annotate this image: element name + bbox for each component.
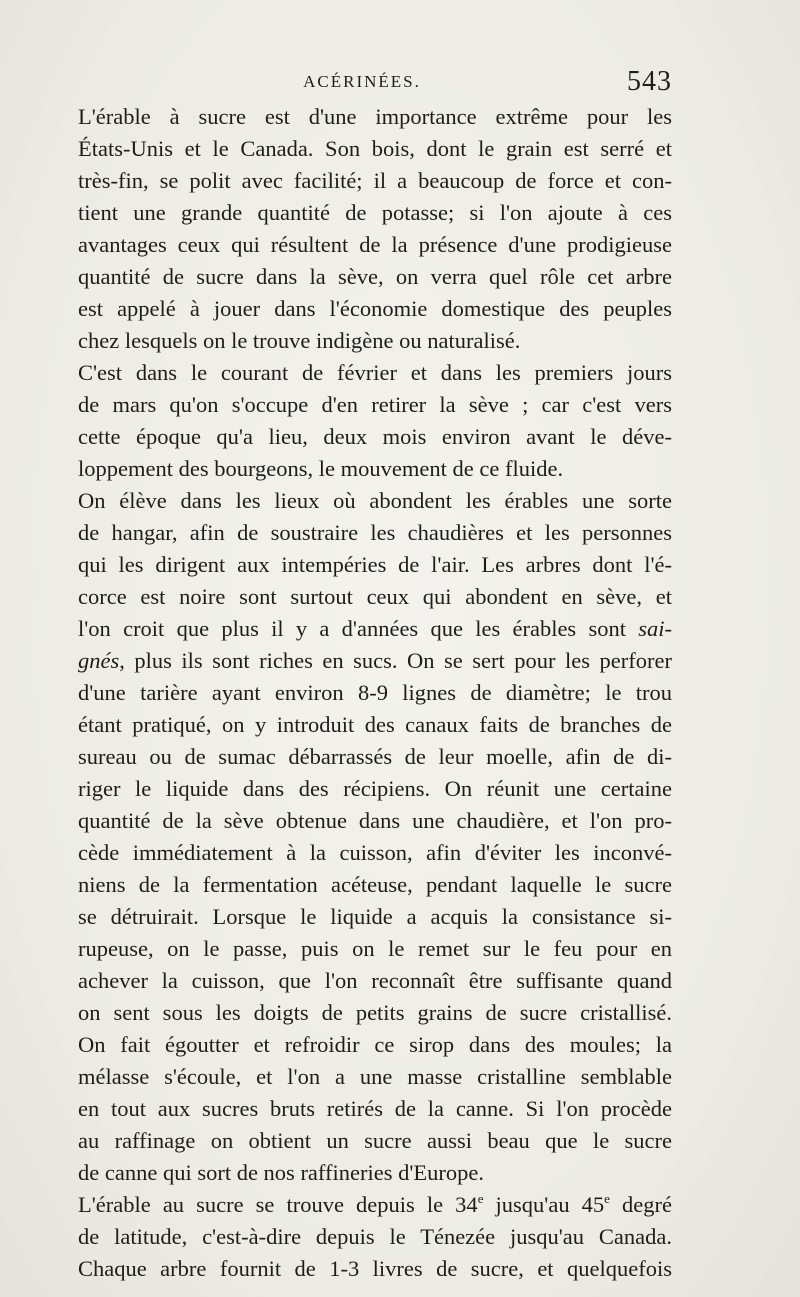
text-line: de latitude, c'est-à-dire depuis le Ténezée jusqu'au Canada.: [78, 1224, 672, 1249]
text-line: On élève dans les lieux où abondent les érables une sorte: [78, 488, 672, 513]
text-line: cède immédiatement à la cuisson, afin d'éviter les inconvé-: [78, 840, 672, 865]
text-line: niens de la fermentation acéteuse, pendant laquelle le sucre: [78, 872, 672, 897]
text-line: quantité de la sève obtenue dans une chaudière, et l'on pro-: [78, 808, 672, 833]
paragraph-4: [52, 1189, 672, 1285]
text-line: L'érable à sucre est d'une importance extrême pour les: [78, 104, 672, 129]
text-line: [52, 613, 672, 645]
running-head: ACÉRINÉES.: [303, 72, 421, 91]
paragraph-2: [52, 357, 672, 485]
text-line: Chaque arbre fournit de 1-3 livres de sucre, et quelquefois: [78, 1256, 672, 1281]
text-line: cette époque qu'a lieu, deux mois environ avant le déve-: [78, 424, 672, 449]
text-line: corce est noire sont surtout ceux qui abondent en sève, et: [78, 584, 672, 609]
text-line: mélasse s'écoule, et l'on a une masse cristalline semblable: [78, 1064, 672, 1089]
text-line: riger le liquide dans des récipiens. On réunit une certaine: [78, 776, 672, 801]
text-line: de hangar, afin de soustraire les chaudières et les personnes: [78, 520, 672, 545]
text-segment: degré: [609, 1192, 672, 1217]
page-number: 543: [627, 66, 672, 97]
superscript: e: [477, 1191, 484, 1206]
text-line: tient une grande quantité de potasse; si l'on ajoute à ces: [78, 200, 672, 225]
text-line: rupeuse, on le passe, puis on le remet sur le feu pour en: [78, 936, 672, 961]
text-segment: jusqu'au 45: [483, 1192, 605, 1217]
text-line: très-fin, se polit avec facilité; il a beaucoup de force et con-: [78, 168, 672, 193]
text-line: avantages ceux qui résultent de la présence d'une prodigieuse: [78, 232, 672, 257]
text-line: en tout aux sucres bruts retirés de la canne. Si l'on procède: [78, 1096, 672, 1121]
text-line: d'une tarière ayant environ 8-9 lignes de diamètre; le trou: [78, 680, 672, 705]
text-line: qui les dirigent aux intempéries de l'air. Les arbres dont l'é-: [78, 552, 672, 577]
superscript: e: [604, 1191, 610, 1206]
text-line: [52, 1189, 672, 1221]
text-segment: L'érable au sucre se trouve depuis le 34: [78, 1192, 478, 1217]
text-line: chez lesquels on le trouve indigène ou naturalisé.: [78, 328, 521, 353]
paragraph-3: [52, 485, 672, 1189]
page-header: [52, 66, 672, 98]
text-line: au raffinage on obtient un sucre aussi beau que le sucre: [78, 1128, 672, 1153]
text-line: loppement des bourgeons, le mouvement de ce fluide.: [78, 456, 564, 481]
text-segment: l'on croit que plus il y a d'années que les érables sont: [78, 616, 626, 641]
text-line: sureau ou de sumac débarrassés de leur moelle, afin de di-: [78, 744, 672, 769]
text-line: On fait égoutter et refroidir ce sirop dans des moules; la: [78, 1032, 672, 1057]
paragraph-1: [52, 101, 672, 357]
text-line: on sent sous les doigts de petits grains de sucre cristallisé.: [78, 1000, 672, 1025]
text-line: [52, 645, 672, 677]
text-line: est appelé à jouer dans l'économie domestique des peuples: [78, 296, 672, 321]
text-line: de mars qu'on s'occupe d'en retirer la sève ; car c'est vers: [78, 392, 672, 417]
text-line: C'est dans le courant de février et dans les premiers jours: [78, 360, 672, 385]
text-line: de canne qui sort de nos raffineries d'Europe.: [78, 1160, 484, 1185]
text-line: se détruirait. Lorsque le liquide a acquis la consistance si-: [78, 904, 672, 929]
body-text: [52, 101, 672, 1285]
text-line: quantité de sucre dans la sève, on verra quel rôle cet arbre: [78, 264, 672, 289]
text-segment: , plus ils sont riches en sucs. On se sert pour les perforer: [119, 648, 672, 673]
text-line: étant pratiqué, on y introduit des canaux faits de branches de: [78, 712, 672, 737]
italic-word: sai-: [638, 616, 672, 641]
italic-word: gnés: [78, 648, 120, 673]
text-line: États-Unis et le Canada. Son bois, dont le grain est serré et: [78, 136, 672, 161]
text-line: achever la cuisson, que l'on reconnaît être suffisante quand: [78, 968, 672, 993]
